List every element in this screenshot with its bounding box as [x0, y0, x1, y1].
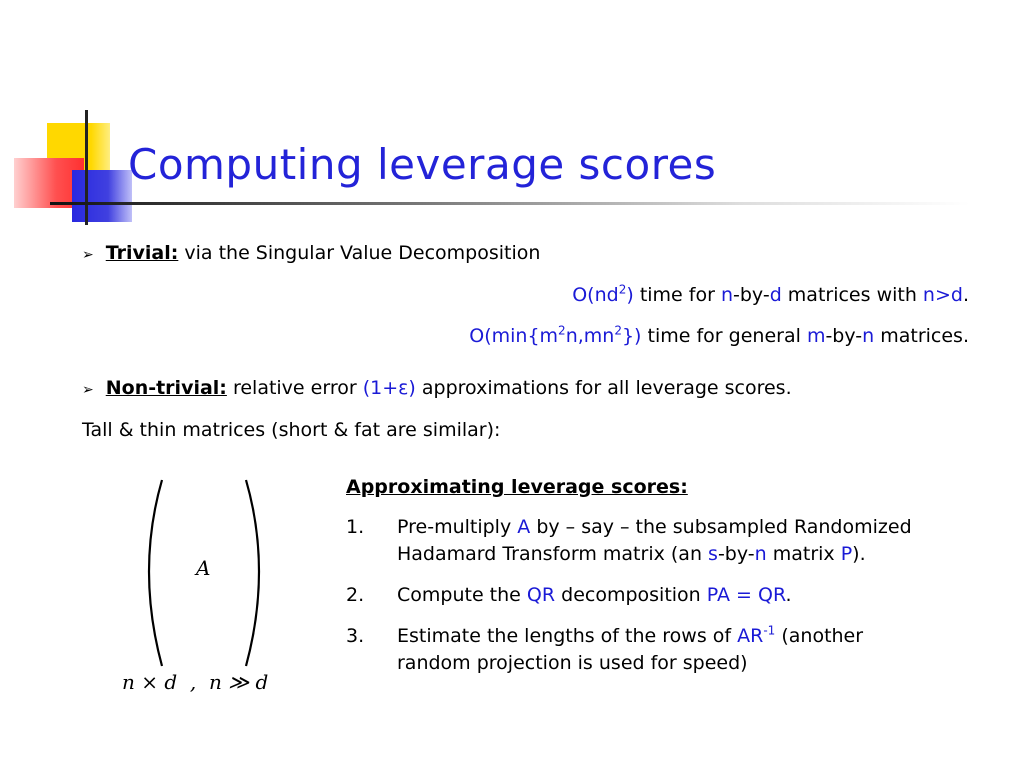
step1-line1: Pre-multiply A by – say – the subsampled Randomized [397, 516, 912, 538]
trivial-line1 [572, 284, 969, 306]
step2-number: 2. [346, 584, 365, 606]
trivial-line1-t2: -by- [733, 284, 770, 306]
nontrivial-label: Non-trivial: [105, 377, 227, 399]
trivial-line1-cond: n>d [922, 284, 963, 306]
right-paren [246, 480, 259, 666]
trivial-text: via the Singular Value Decomposition [184, 242, 541, 264]
bullet-nontrivial [82, 377, 792, 399]
arrow-bullet-icon: ➢ [82, 382, 94, 398]
step3-line1: Estimate the lengths of the rows of $AR^{-1}$ (another [397, 623, 864, 647]
matrix-caption: n × d , n ≫ d [122, 670, 269, 694]
step1-number: 1. [346, 516, 365, 538]
step3-number: 3. [346, 625, 365, 647]
trivial-line2-n: n [862, 325, 875, 347]
trivial-line1-d: d [769, 284, 782, 306]
trivial-line2-m: m [806, 325, 826, 347]
trivial-line1-t3: matrices with [787, 284, 917, 306]
matrix-symbol: A [196, 556, 211, 580]
left-paren [149, 480, 162, 666]
deco-horizontal-line [50, 202, 970, 205]
bullet-trivial [82, 242, 540, 264]
trivial-line2-t2: -by- [825, 325, 863, 347]
trivial-line1-n: n [720, 284, 733, 306]
nontrivial-t1: relative error [232, 377, 357, 399]
nontrivial-eps: (1+ε) [362, 377, 416, 399]
trivial-label: Trivial: [105, 242, 179, 264]
trivial-line1-t4: . [962, 284, 969, 306]
trivial-line2-t1: time for general [647, 325, 801, 347]
step3-line2: random projection is used for speed) [397, 652, 748, 674]
tall-thin-text: Tall & thin matrices (short & fat are similar): [82, 419, 501, 441]
trivial-line2-expr: $O(\min\{m^2n,mn^2\})$ [469, 323, 642, 347]
step2-line: Compute the QR decomposition PA = QR. [397, 584, 792, 606]
trivial-line2-t3: matrices. [880, 325, 969, 347]
deco-vertical-line [85, 110, 88, 225]
trivial-line1-t1: time for [639, 284, 715, 306]
matrix-illustration [110, 470, 310, 700]
page-title: Computing leverage scores [128, 140, 717, 189]
approx-heading: Approximating leverage scores: [346, 476, 688, 498]
arrow-bullet-icon: ➢ [82, 247, 94, 263]
trivial-line2 [469, 325, 969, 347]
deco-blue-square [72, 170, 132, 222]
step1-line2: Hadamard Transform matrix (an s-by-n matrix P). [397, 543, 866, 565]
trivial-line1-expr: $O(nd^2)$ [572, 282, 634, 306]
nontrivial-t2: approximations for all leverage scores. [421, 377, 792, 399]
